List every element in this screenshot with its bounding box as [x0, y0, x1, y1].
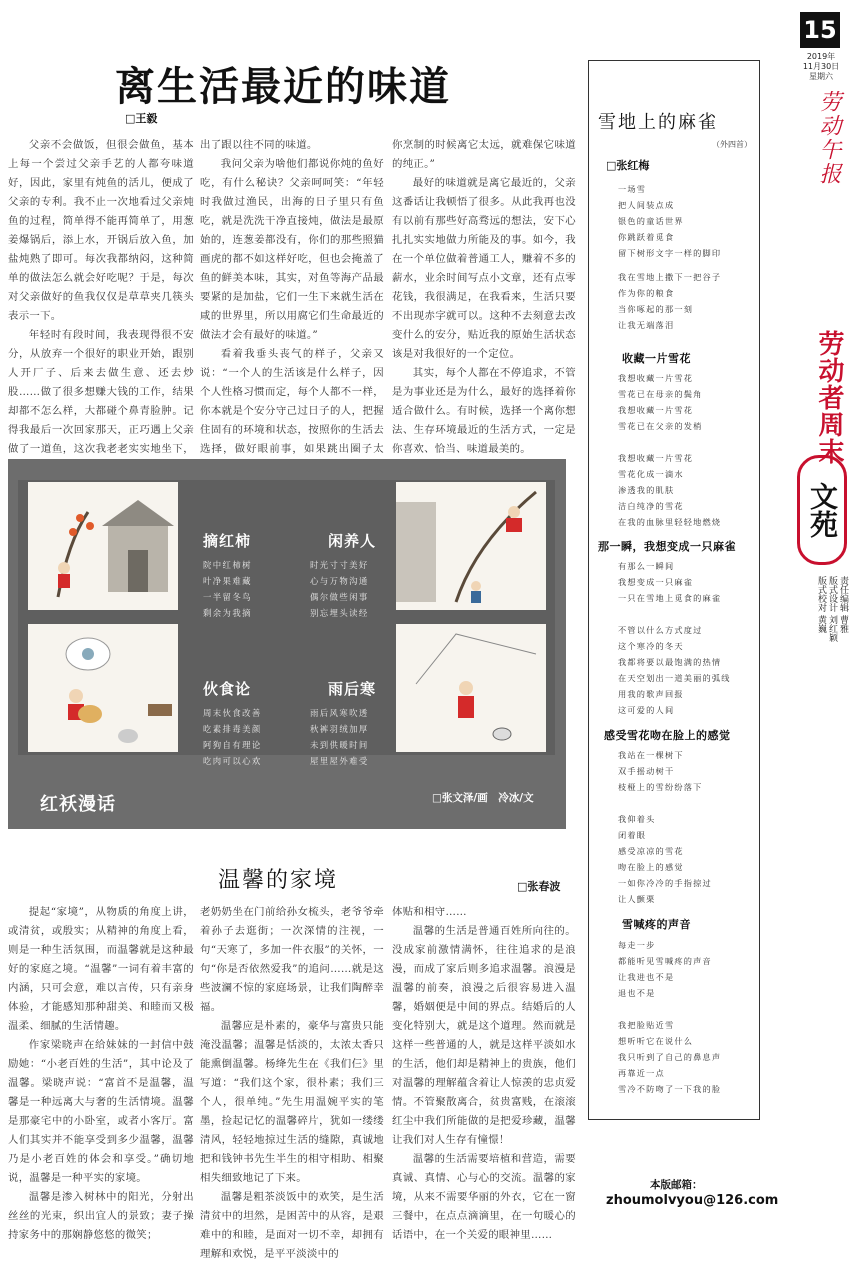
poem-line: 在我的血脉里轻轻地燃烧 [618, 517, 722, 527]
poem-line: 阿狗自有理论 [203, 740, 262, 750]
date-day: 11月30日 [802, 62, 840, 71]
poem-line: 当你啄起的那一刻 [618, 304, 694, 314]
date-year: 2019年 [806, 52, 836, 61]
poem-line: 我想收藏一片雪花 [618, 405, 694, 415]
poem-line: 作为你的粮食 [618, 288, 675, 298]
poem-line: 吻在脸上的感觉 [618, 862, 684, 872]
poem-line: 我想收藏一片雪花 [618, 453, 694, 463]
poem-heading: 雪喊疼的声音 [622, 918, 691, 931]
poem-line: 叶净果难藏 [203, 576, 252, 586]
poem-title: 闲养人 [327, 532, 376, 550]
poem-line: 闭着眼 [618, 830, 647, 840]
cartoon-illustration [396, 482, 546, 610]
poem-line: 未到供暖时间 [310, 740, 369, 750]
poem-heading: 那一瞬，我想变成一只麻雀 [598, 540, 736, 553]
poem-line: 我想变成一只麻雀 [618, 577, 694, 587]
sidebar-author: □张红梅 [606, 159, 650, 172]
article-title: 温馨的家境 [218, 868, 339, 893]
poem-line: 吃肉可以心欢 [203, 756, 262, 766]
stanza-break [618, 795, 758, 811]
poem-line: 我都将要以最饱满的热情 [618, 657, 722, 667]
poem-line: 这可爱的人间 [618, 705, 675, 715]
poem-line: 用我的歌声回报 [618, 689, 684, 699]
newspaper-logo: 劳动午报 [816, 90, 841, 186]
poem-stanza-group [618, 181, 758, 333]
article-column [200, 903, 384, 1260]
poem-line: 留下树形文字一样的脚印 [618, 248, 722, 258]
mail-label: 本版邮箱： [650, 1179, 703, 1191]
paragraph: 温馨的生活是普通百姓所向往的。没成家前激情满怀，往往追求的是浪漫，而成了家后则多追求温馨。浪漫是温馨的前奏，浪漫之后很容易进入温馨，婚姻便是中间的界点。结婚后的人变化特别大，就是这个道理。然而就是这样一些普通的人，就是这样平淡如水的生活，他们却是精神上的贵族，他们对温馨的理解蕴含着让人惊羡的忠贞爱情。不管聚散离合，贫贵富贱，在滚滚红尘中我们所能做的是把爱珍藏，温馨让我们对人生存有憧憬！ [392, 925, 576, 1146]
poem-line: 把人间装点成 [618, 200, 675, 210]
poem-line: 雨后风寒吹透 [310, 708, 369, 718]
poem-line: 不管以什么方式度过 [618, 625, 703, 635]
subsection-name: 文苑 [806, 482, 839, 538]
poem-line: 这个寒冷的冬天 [618, 641, 684, 651]
article-column [8, 136, 194, 455]
stanza-break [618, 261, 758, 269]
poem-line: 洁白纯净的雪花 [618, 501, 684, 511]
poem-line: 让我进也不是 [618, 972, 675, 982]
poem-line: 银色的童话世界 [618, 216, 684, 226]
poem-stanza-group [618, 747, 758, 907]
credit-line: 版式校对 黄巍 [816, 576, 826, 633]
poem-heading: 感受雪花吻在脸上的感觉 [604, 729, 731, 742]
paragraph: 提起“家境”，从物质的角度上讲，或清贫，或殷实；从精神的角度上看，则是一种生活氛围，而温馨就是这种最好的家庭之境。“温馨”一词有着丰富的内涵，只可会意，难以言传，只有亲身体验，才能感知那种甜美、和睦而又极温柔、细腻的生活情趣。 [8, 906, 194, 1032]
page-number: 15 [800, 12, 840, 48]
poem-line: 想听听它在说什么 [618, 1036, 694, 1046]
poem-line: 秋裤羽绒加厚 [310, 724, 369, 734]
poem-line: 一场雪 [618, 184, 647, 194]
sidebar-title: 雪地上的麻雀 [598, 112, 718, 133]
poem-line: 雪冷不防吻了一下我的脸 [618, 1084, 722, 1094]
poem-line: 屋里屋外难受 [310, 756, 369, 766]
poem-line: 我想收藏一片雪花 [618, 373, 694, 383]
paragraph: 温馨是粗茶淡饭中的欢笑，是生活清贫中的坦然，是困苦中的从容，是艰难中的和睦，是面对一切不幸，却拥有理解和欢悦，是平平淡淡中的 [200, 1191, 384, 1260]
poem-line: 枝桠上的雪纷纷落下 [618, 782, 703, 792]
editor-credits [796, 576, 848, 706]
poem-line: 让人颤栗 [618, 894, 656, 904]
poem-line: 在天空划出一道美丽的弧线 [618, 673, 731, 683]
poem-line: 雪花已在父亲的发梢 [618, 421, 703, 431]
credit-line: 版式设计 刘红颖 [827, 576, 837, 642]
stanza-break [618, 1001, 758, 1017]
paragraph: 出了跟以往不同的味道。 [200, 139, 318, 151]
stanza-break [618, 606, 758, 622]
paragraph: 年轻时有段时间，我表现得很不安分，从放弃一个很好的职业开始，跟别人开厂子、后来去做生意、还去炒股……做了很多想赚大钱的工作，结果却都不怎么样，大都碰个鼻青脸肿。记得我最后一次回家那天，正巧遇上父亲做了一道鱼，这次我老老实实地坐下， [8, 329, 194, 455]
poem-line: 有那么一瞬间 [618, 561, 675, 571]
poem-line: 都能听见雪喊疼的声音 [618, 956, 712, 966]
paragraph: 看着我垂头丧气的样子，父亲又说：“一个人的生活该是什么样子，因个人性格习惯而定，每个人都不一样，你本就是个安分守己过日子的人，把握住固有的环境和状态，按照你的生活去选择，做好眼前事，如果跳出圈子太 [200, 348, 384, 455]
poem-line: 偶尔做些闲事 [310, 592, 369, 602]
poem-line: 再靠近一点 [618, 1068, 665, 1078]
poem-line: 每走一步 [618, 940, 656, 950]
poem-stanza-group [618, 370, 758, 530]
subsection-badge [797, 455, 847, 565]
sidebar-subtitle: （外四首） [712, 140, 752, 149]
poem-line: 时光寸寸美好 [310, 560, 369, 570]
issue-date [796, 52, 846, 82]
poem-line: 雪花化成一滴水 [618, 469, 684, 479]
poem-heading: 收藏一片雪花 [622, 352, 691, 365]
poem-line: 渗透我的肌肤 [618, 485, 675, 495]
paragraph: 温馨应是朴素的，豪华与富贵只能淹没温馨；温馨是恬淡的，太浓太香只能熏倒温馨。杨绛先生在《我们仨》里写道：“我们这个家，很朴素；我们三个人，很单纯。”先生用温婉平实的笔墨，捡起记忆的温馨碎片，犹如一缕缕清风，轻轻地掠过生活的缝隙，真诚地把和钱钟书先生半生的相守相助、相聚相失细致地记了下来。 [200, 1020, 384, 1184]
poem-line: 我只听到了自己的鼻息声 [618, 1052, 722, 1062]
poem-line: 一如你冷冷的手指掠过 [618, 878, 712, 888]
poem-title: 摘红柿 [203, 532, 252, 550]
poem-stanza-group [618, 937, 758, 1097]
poem-line: 别忘埋头读经 [310, 608, 369, 618]
stanza-break [618, 434, 758, 450]
paragraph: 温馨是渗入树林中的阳光，分射出丝丝的光束，织出宜人的景致；妻子操持家务中的那娴静悠悠的微笑； [8, 1191, 194, 1241]
poem-stanza-group [618, 558, 758, 718]
poem-line: 吃素排毒美颜 [203, 724, 262, 734]
cartoon-poem [203, 530, 283, 621]
article-column [392, 136, 576, 455]
poem-line: 心与万物沟通 [310, 576, 369, 586]
poem-line: 我在雪地上撒下一把谷子 [618, 272, 722, 282]
section-name: 劳动者周末 [814, 330, 844, 465]
poem-line: 退也不是 [618, 988, 656, 998]
paragraph: 作家梁晓声在给妹妹的一封信中鼓励她：“小老百姓的生活”，其中论及了温馨。梁晓声说：“富首不是温馨，温馨是一种远离大与奢的生活情境。温馨是那豪宅中的小卧室，或者小客厅。富人们其实并不能享受到多少温馨，温馨乃是小老百姓的体会和享受。”确切地说，温馨是一种平实的家境。 [8, 1039, 194, 1184]
paragraph: 温馨的生活需要培植和营造，需要真诚、真情、心与心的交流。温馨的家境，从来不需要华丽的外衣，它在一窗三餐中，在点点滴滴里，在一句暖心的话语中，在一个关爱的眼神里…… [392, 1153, 576, 1241]
paragraph: 父亲不会做饭，但很会做鱼，基本上每一个尝过父亲手艺的人都夸味道好，因此，家里有炖鱼的活儿，便成了父亲的专利。我不止一次地看过父亲炖鱼的过程，简单得不能再简单了，用葱姜爆锅后，添上水，开锅后放入鱼，加盐炖熟了即可。每次我都纳闷，这种简单的做法怎么就会好吃呢？于是，每次对父亲做好的鱼我仅仅是草草夹几筷头表示一下。 [8, 139, 194, 322]
poem-line: 你跳跃着觅食 [618, 232, 675, 242]
cartoon-poem [310, 678, 394, 769]
paragraph: 你烹制的时候离它太远，就难保它味道的纯正。” [392, 139, 576, 170]
poem-line: 让我无端落泪 [618, 320, 675, 330]
article-column [8, 903, 194, 1241]
article-title: 离生活最近的味道 [115, 64, 451, 110]
date-weekday: 星期六 [809, 72, 833, 81]
cartoon-credit: □张文泽/画 冷冰/文 [432, 792, 534, 804]
paragraph: 其实，每个人都在不停追求，不管是为事业还是为什么，最好的选择着你适合做什么。有时候，选择一个离你想法、生存环境最近的生活方式，一定是你喜欢、恰当、味道最美的。 [392, 367, 576, 455]
cartoon-series-title: 红袄漫话 [40, 794, 116, 815]
article-byline: □王毅 [125, 112, 158, 125]
poem-line: 双手摇动树干 [618, 766, 675, 776]
poem-line: 院中红柿树 [203, 560, 252, 570]
paragraph: 体贴和相守…… [392, 906, 467, 918]
mail-address[interactable]: zhoumolvyou@126.com [606, 1193, 779, 1208]
cartoon-illustration [396, 624, 546, 752]
poem-line: 周末伙食改善 [203, 708, 262, 718]
cartoon-illustration [28, 624, 178, 752]
poem-line: 剩余为我摘 [203, 608, 252, 618]
poem-line: 感受凉凉的雪花 [618, 846, 684, 856]
credit-line: 责任编辑 曹雅 [838, 576, 848, 633]
article-byline: □张春波 [517, 880, 561, 893]
cartoon-poem [310, 530, 394, 621]
paragraph: 最好的味道就是离它最近的，父亲这番话让我顿悟了很多。从此我再也没有以前有那些好高骛远的想法，安下心扎扎实实地做力所能及的事。如今，我在一个单位做着普通工人，赚着不多的薪水，业余时间写点小文章，还有点零花钱，我很满足，在我看来，生活只要不出现赤字就可以。这种不去刻意去改变什么的安分，贴近我的原始生活状态该是对我很好的一个定位。 [392, 177, 576, 360]
cartoon-poem [203, 678, 283, 769]
poem-title: 伙食论 [203, 680, 252, 698]
poem-line: 我站在一棵树下 [618, 750, 684, 760]
poem-line: 一只在雪地上觅食的麻雀 [618, 593, 722, 603]
article-column [200, 136, 384, 455]
poem-line: 我把脸贴近雪 [618, 1020, 675, 1030]
poem-line: 雪花已在母亲的鬓角 [618, 389, 703, 399]
paragraph: 老奶奶坐在门前给孙女梳头，老爷爷牵着孙子去逛街；一次深情的注视，一句“天寒了，多加一件衣服”的关怀，一句“你是否依然爱我”的追问……就是这些波澜不惊的家庭场景，让我们陶醉幸福。 [200, 906, 384, 1013]
paragraph: 我问父亲为啥他们都说你炖的鱼好吃，有什么秘诀？父亲呵呵笑：“年轻时我做过渔民，出海的日子里只有鱼吃，就是洗洗干净直接炖，做法是最原始的，连葱姜都没有，你们的那些照猫画虎的都不如这样好吃，但也会掩盖了鱼的鲜美本味，其实，对鱼等海产品最要紧的是加盐，它们一生下来就生活在咸的世界里，所以用腐它们生命最近的做法才会有最好的味道。” [200, 158, 384, 341]
poem-line: 一半留冬鸟 [203, 592, 252, 602]
poem-line: 我仰着头 [618, 814, 656, 824]
poem-title: 雨后寒 [327, 680, 376, 698]
article-column [392, 903, 576, 1241]
cartoon-illustration [28, 482, 178, 610]
